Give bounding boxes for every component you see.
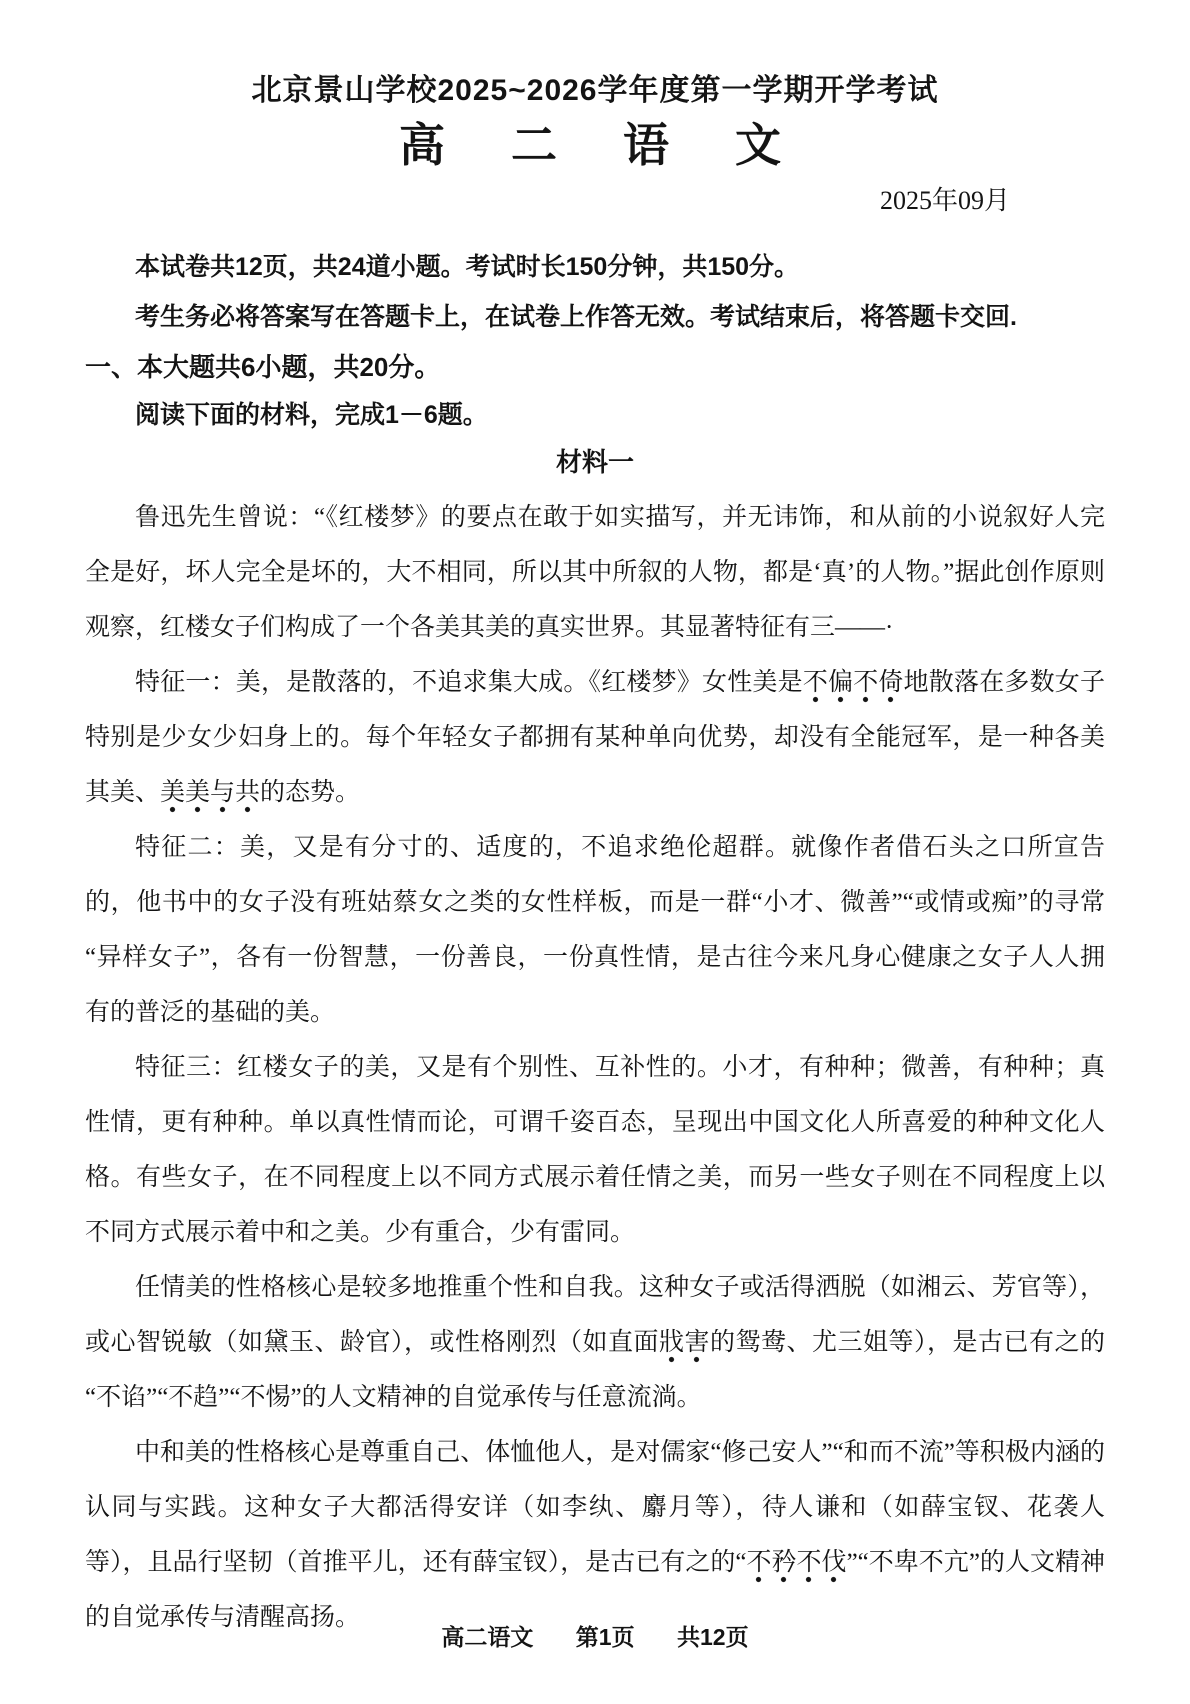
text-segment: 特征二：美，又是有分寸的、适度的，不追求绝伦超群。就像作者借石头之口所宣告的，他书中的女子没有班姑蔡女之类的女性样板，而是一群“小才、微善”“或情或痴”的寻常“异样女子”，各有一份智慧，一份善良，一份真性情，是古往今来凡身心健康之女子人人拥有的普泛的基础的美。 bbox=[85, 834, 1105, 1026]
exam-date: 2025年09月 bbox=[879, 186, 1010, 215]
emphasized-segment: 美美与共 bbox=[160, 779, 260, 813]
material-paragraph bbox=[85, 1425, 1105, 1645]
section-one-heading: 一、本大题共6小题，共20分。 bbox=[85, 352, 441, 382]
text-segment: 特征三：红楼女子的美，又是有个别性、互补性的。小才，有种种；微善，有种种；真性情，更有种种。单以真性情而论，可谓千姿百态，呈现出中国文化人所喜爱的种种文化人格。有些女子，在不同程度上以不同方式展示着任情之美，而另一些女子则在不同程度上以不同方式展示着中和之美。少有重合，少有雷同。 bbox=[85, 1054, 1105, 1246]
footer-page-number: 第1页 bbox=[575, 1624, 635, 1650]
material-paragraphs bbox=[85, 490, 1105, 1645]
emphasized-segment: 不偏不倚 bbox=[803, 669, 904, 703]
exam-title: 高 二 语 文 bbox=[399, 119, 791, 171]
emphasized-segment: 戕害 bbox=[659, 1329, 710, 1363]
school-session-line: 北京景山学校2025~2026学年度第一学期开学考试 bbox=[251, 74, 939, 107]
text-segment: 的态势。 bbox=[260, 779, 361, 806]
material-paragraph bbox=[85, 1260, 1105, 1425]
notice-line-answer-card: 考生务必将答案写在答题卡上，在试卷上作答无效。考试结束后，将答题卡交回. bbox=[135, 303, 1017, 331]
footer-course-label: 高二语文 bbox=[441, 1624, 534, 1650]
material-one-title: 材料一 bbox=[555, 447, 634, 477]
notice-line-pages: 本试卷共12页，共24道小题。考试时长150分钟，共150分。 bbox=[135, 253, 800, 281]
footer-total-pages: 共12页 bbox=[676, 1624, 749, 1650]
text-segment: 的鸳鸯、尤三姐等），是古已有之的“不谄”“不趋”“不惕”的人文精神的自觉承传与任意流淌。 bbox=[85, 1329, 1105, 1411]
text-segment: ”“不卑不亢”的人文精神的自觉承传与清醒高扬。 bbox=[85, 1549, 1105, 1631]
text-segment: 鲁迅先生曾说：“《红楼梦》的要点在敢于如实描写，并无讳饰，和从前的小说叙好人完全是好，坏人完全是坏的，大不相同，所以其中所叙的人物，都是‘真’的人物。”据此创作原则观察，红楼女子们构成了一个各美其美的真实世界。其显著特征有三——· bbox=[85, 504, 1105, 641]
text-segment: 地散落在多数女子特别是少女少妇身上的。每个年轻女子都拥有某种单向优势，却没有全能冠军，是一种各美其美、 bbox=[85, 669, 1105, 806]
text-segment: 中和美的性格核心是尊重自己、体恤他人，是对儒家“修己安人”“和而不流”等积极内涵的认同与实践。这种女子大都活得安详（如李纨、麝月等），待人谦和（如薛宝钗、花袭人等），且品行坚韧（首推平儿，还有薛宝钗），是古已有之的“ bbox=[85, 1439, 1105, 1576]
material-paragraph bbox=[85, 490, 1105, 655]
emphasized-segment: 不矜不伐 bbox=[746, 1549, 846, 1583]
text-segment: 任情美的性格核心是较多地推重个性和自我。这种女子或活得洒脱（如湘云、芳官等），或心智锐敏（如黛玉、龄官），或性格刚烈（如直面 bbox=[85, 1274, 1105, 1356]
text-segment: 特征一：美，是散落的，不追求集大成。《红楼梦》女性美是 bbox=[135, 669, 803, 696]
material-paragraph bbox=[85, 655, 1105, 820]
material-paragraph bbox=[85, 820, 1105, 1040]
material-paragraph bbox=[85, 1040, 1105, 1260]
exam-notices bbox=[85, 242, 1105, 342]
reading-instruction: 阅读下面的材料，完成1－6题。 bbox=[135, 401, 488, 429]
page-footer bbox=[0, 1619, 1190, 1652]
